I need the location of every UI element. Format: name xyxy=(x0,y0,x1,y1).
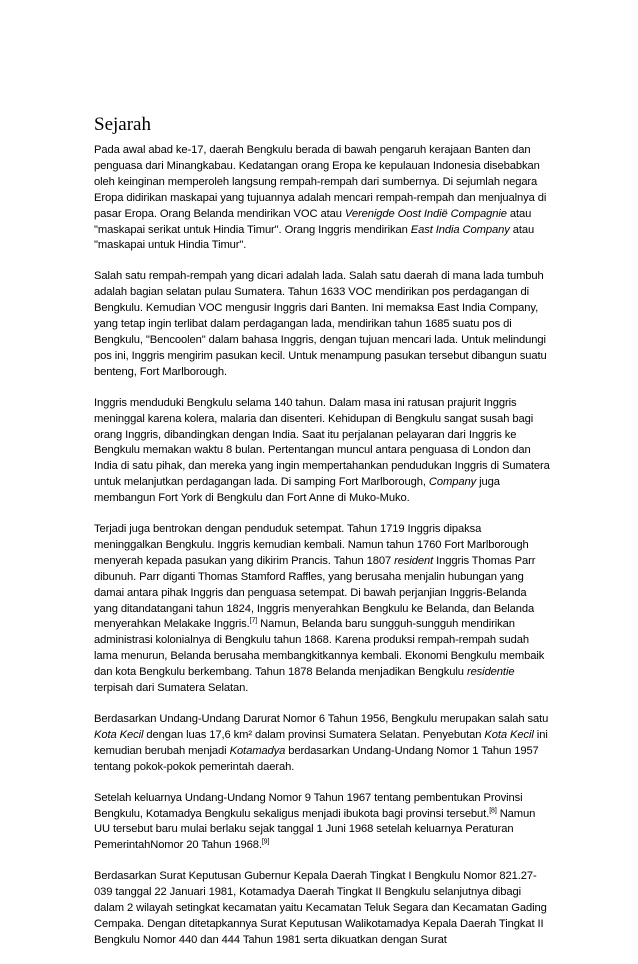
italic-term: Company xyxy=(428,476,477,489)
text-run: juga membangun Fort York di Bengkulu dan Fort Anne di Muko-Muko. xyxy=(94,476,500,505)
text-run: Setelah keluarnya Undang-Undang Nomor 9 Tahun 1967 tentang pembentukan Provinsi Bengkulu, Kotamadya Bengkulu sekaligus menjadi ibukota bagi provinsi tersebut. xyxy=(94,791,523,820)
italic-term: Kota Kecil xyxy=(94,728,144,741)
paragraph-2 xyxy=(94,269,550,380)
paragraph-1 xyxy=(94,143,550,254)
text-run: atau "maskapai serikat untuk Hindia Timur". Orang Inggris mendirikan xyxy=(94,207,532,236)
text-run: Berdasarkan Undang-Undang Darurat Nomor 6 Tahun 1956, Bengkulu merupakan salah satu xyxy=(94,713,549,725)
text-run: terpisah dari Sumatera Selatan. xyxy=(94,682,249,695)
paragraph-7 xyxy=(94,869,550,949)
text-run: Namun UU tersebut baru mulai berlaku sejak tanggal 1 Juni 1968 setelah keluarnya Peraturan PemerintahNomor 20 Tahun 1968. xyxy=(94,807,536,852)
text-run: Pada awal abad ke-17, daerah Bengkulu berada di bawah pengaruh kerajaan Banten dan penguasa dari Minangkabau. Kedatangan orang Eropa ke kepulauan Indonesia disebabkan oleh keinginan memperoleh langsung rempah-rempah dari sumbernya. Di sejumlah negara Eropa didirikan maskapai yang tujuannya adalah mencari rempah-rempah dan menjualnya di pasar Eropa. Orang Belanda mendirikan VOC atau xyxy=(94,144,547,220)
citation-ref[interactable]: [7] xyxy=(249,617,258,625)
citation-ref[interactable]: [9] xyxy=(261,838,270,846)
citation-ref[interactable]: [8] xyxy=(489,806,497,814)
text-run: dengan luas 17,6 km² dalam provinsi Sumatera Selatan. Penyebutan xyxy=(143,728,485,741)
text-run: ini kemudian berubah menjadi xyxy=(94,728,548,757)
paragraph-4 xyxy=(94,522,550,697)
text-run: atau "maskapai untuk Hindia Timur". xyxy=(94,223,535,252)
italic-term: resident xyxy=(394,554,434,567)
italic-term: residentie xyxy=(466,666,515,679)
text-run: Terjadi juga bentrokan dengan penduduk setempat. Tahun 1719 Inggris dipaksa meninggalkan Bengkulu. Inggris kemudian kembali. Namun tahun 1760 Fort Marlborough menyerah kepada pasukan yang dikirim Prancis. Tahun 1807 xyxy=(94,523,529,567)
text-run: Namun, Belanda baru sungguh-sungguh mendirikan administrasi kolonialnya di Bengkulu tahun 1868. Karena produksi rempah-rempah sudah lama menurun, Belanda berusaha membangkitkannya kembali. Ekonomi Bengkulu membaik dan kota Bengkulu berkembang. Tahun 1878 Belanda menjadikan Bengkulu xyxy=(94,618,545,679)
italic-term: Kotamadya xyxy=(229,744,286,757)
text-run: Berdasarkan Surat Keputusan Gubernur Kepala Daerah Tingkat I Bengkulu Nomor 821.27-039 tanggal 22 Januari 1981, Kotamadya Daerah Tingkat II Bengkulu selanjutnya dibagi dalam 2 wilayah setingkat kecamatan yaitu Kecamatan Teluk Segara dan Kecamatan Gading Cempaka. Dengan ditetapkannya Surat Keputusan Walikotamadya Kepala Daerah Tingkat II Bengkulu Nomor 440 dan 444 Tahun 1981 serta dikuatkan dengan Surat xyxy=(94,870,547,946)
text-run: berdasarkan Undang-Undang Nomor 1 Tahun 1957 tentang pokok-pokok pemerintah daerah. xyxy=(94,744,539,773)
italic-term: Kota Kecil xyxy=(484,728,534,741)
italic-term: East India Company xyxy=(410,223,510,236)
paragraph-5 xyxy=(94,712,550,776)
section-body xyxy=(94,143,550,964)
paragraph-6 xyxy=(94,791,550,855)
text-run: Inggris Thomas Parr dibunuh. Parr diganti Thomas Stamford Raffles, yang berusaha menjalin hubungan yang damai antara pihak Inggris dan penguasa setempat. Di bawah perjanjian Inggris-Belanda yang ditandatangani tahun 1824, Inggris menyerahkan Bengkulu ke Belanda, dan Belanda menyerahkan Melakake Inggris. xyxy=(94,554,536,631)
text-run: Salah satu rempah-rempah yang dicari adalah lada. Salah satu daerah di mana lada tumbuh adalah bagian selatan pulau Sumatera. Tahun 1633 VOC mendirikan pos perdagangan di Bengkulu. Kemudian VOC mengusir Inggris dari Banten. Ini memaksa East India Company, yang tetap ingin terlibat dalam perdagangan lada, mendirikan tahun 1685 suatu pos di Bengkulu, "Bencoolen" dalam bahasa Inggris, dengan tujuan mencari lada. Untuk melindungi pos ini, Inggris mengirim pasukan kecil. Untuk menampung pasukan tersebut dibangun suatu benteng, Fort Marlborough. xyxy=(94,270,547,378)
italic-term: Verenigde Oost Indiё Compagnie xyxy=(344,207,507,220)
paragraph-3 xyxy=(94,396,550,507)
section-heading: Sejarah xyxy=(94,114,151,135)
text-run: Inggris menduduki Bengkulu selama 140 tahun. Dalam masa ini ratusan prajurit Inggris meninggal karena kolera, malaria dan disenteri. Kehidupan di Bengkulu sangat susah bagi orang Inggris, dibandingkan dengan India. Saat itu perjalanan pelayaran dari Inggris ke Bengkulu memakan waktu 8 bulan. Pertentangan muncul antara penguasa di London dan India di satu pihak, dan mereka yang ingin mempertahankan pendudukan Inggris di Sumatera untuk melanjutkan perdagangan lada. Di samping Fort Marlborough, xyxy=(94,396,550,489)
